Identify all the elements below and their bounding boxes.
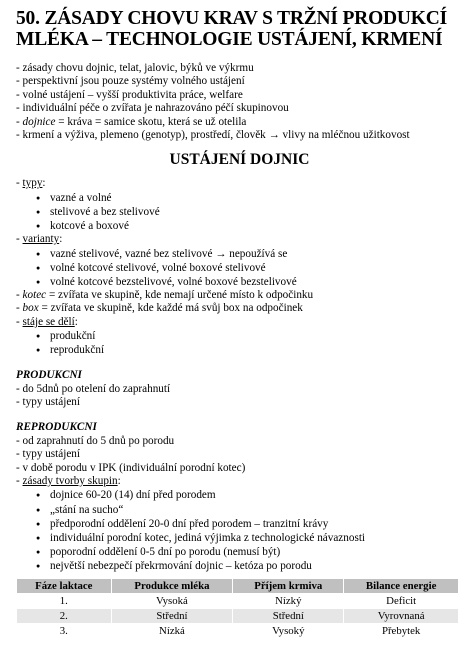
produkcni-line: - typy ustájení (16, 396, 81, 409)
reprodukcni-line: - typy ustájení (16, 448, 81, 461)
varianty-label: varianty (22, 233, 60, 246)
term-dojnice: dojnice (22, 115, 56, 128)
zasady-label-line (16, 475, 463, 488)
list-item: ● poporodní oddělení 0-5 dní po porodu (nemusí být) (36, 545, 463, 559)
table-cell: 1. (17, 594, 112, 609)
table-cell: Deficit (344, 594, 459, 609)
reprodukcni-line: - v době porodu v IPK (individuální porodní kotec) (16, 461, 246, 474)
list-item: ● vazné stelivové, vazné bez stelivové → nepoužívá se (36, 247, 463, 261)
reprodukcni-heading: REPRODUKCNI (16, 421, 97, 434)
intro-line: - perspektivní jsou pouze systémy volného ustájení (16, 75, 245, 88)
dash: - (16, 288, 23, 301)
document-title: 50. ZÁSADY CHOVU KRAV S TRŽNÍ PRODUKCÍ MLÉKA – TECHNOLOGIE USTÁJENÍ, KRMENÍ (16, 8, 448, 50)
intro-line: - krmení a výživa, plemeno (genotyp), prostředí, člověk → vlivy na mléčnou užitkovost (16, 129, 410, 142)
intro-line-dojnice (16, 116, 463, 129)
list-item: ● dojnice 60-20 (14) dní před porodem (36, 488, 463, 502)
list-item: ● produkční (36, 329, 463, 343)
varianty-label-line (16, 233, 463, 246)
table-cell: Vysoký (233, 624, 344, 639)
lactation-table (16, 578, 459, 639)
colon: : (117, 475, 121, 488)
staje-list (16, 329, 463, 357)
table-cell: Střední (111, 609, 233, 624)
table-row (17, 609, 459, 624)
table-cell: Vysoká (111, 594, 233, 609)
intro-line: - individuální péče o zvířata je nahrazováno péčí skupinovou (16, 102, 289, 115)
list-item: ● největší nebezpečí překrmování dojnic – ketóza po porodu (36, 559, 463, 573)
list-item: ● předporodní oddělení 20-0 dní před porodem – tranzitní krávy (36, 517, 463, 531)
intro-line: - zásady chovu dojnic, telat, jalovic, býků ve výkrmu (16, 62, 254, 74)
list-item: ● volné kotcové stelivové, volné boxové stelivové (36, 261, 463, 275)
typy-list (16, 191, 463, 233)
table-row (17, 594, 459, 609)
list-item: ● volné kotcové bezstelivové, volné boxové bezstelivové (36, 275, 463, 289)
varianty-list (16, 247, 463, 289)
table-cell: Vyrovnaná (344, 609, 459, 624)
produkcni-line: - do 5dnů po otelení do zaprahnutí (16, 382, 171, 395)
zasady-list (16, 488, 463, 573)
reprodukcni-line: - od zaprahnutí do 5 dnů po porodu (16, 434, 175, 447)
table-header-cell: Bilance energie (344, 579, 459, 594)
staje-label: stáje se dělí (22, 315, 75, 328)
term-kotec: kotec (22, 288, 47, 301)
box-line (16, 302, 463, 315)
produkcni-heading: PRODUKCNI (16, 369, 82, 382)
table-header-cell: Fáze laktace (17, 579, 112, 594)
definition: = kráva = samice skotu, která se už otelila (55, 115, 247, 128)
typy-label: typy (22, 177, 43, 190)
typy-label-line (16, 177, 463, 190)
colon: : (59, 233, 63, 246)
dash: - (16, 177, 23, 190)
table-cell: Střední (233, 609, 344, 624)
section-title: USTÁJENÍ DOJNIC (169, 151, 310, 169)
colon: : (74, 315, 78, 328)
table-cell: 3. (17, 624, 112, 639)
colon: : (42, 177, 46, 190)
table-cell: Nízká (111, 624, 233, 639)
table-row (17, 624, 459, 639)
kotec-line (16, 289, 463, 302)
dash: - (16, 302, 23, 315)
term-box: box (22, 302, 39, 315)
section-body (16, 177, 463, 573)
table-cell: 2. (17, 609, 112, 624)
dash: - (16, 475, 23, 488)
dash: - (16, 233, 23, 246)
list-item: ● vazné a volné (36, 191, 463, 205)
table-header-row (17, 579, 459, 594)
list-item: ● kotcové a boxové (36, 219, 463, 233)
dash: - (16, 115, 23, 128)
staje-label-line (16, 316, 463, 329)
dash: - (16, 315, 23, 328)
table-cell: Nízký (233, 594, 344, 609)
intro-list (16, 62, 463, 142)
list-item: ● individuální porodní kotec, jediná výjimka z technologické návaznosti (36, 531, 463, 545)
intro-line: - volné ustájení – vyšší produktivita práce, welfare (16, 88, 243, 101)
table-cell: Přebytek (344, 624, 459, 639)
table-header-cell: Příjem krmiva (233, 579, 344, 594)
definition: = zvířata ve skupině, kde každé má svůj box na odpočinek (38, 302, 303, 315)
zasady-label: zásady tvorby skupin (22, 475, 118, 488)
table-header-cell: Produkce mléka (111, 579, 233, 594)
list-item: ● reprodukční (36, 343, 463, 357)
list-item: ● „stání na sucho“ (36, 503, 463, 517)
list-item: ● stelivové a bez stelivové (36, 205, 463, 219)
definition: = zvířata ve skupině, kde nemají určené místo k odpočinku (46, 288, 314, 301)
